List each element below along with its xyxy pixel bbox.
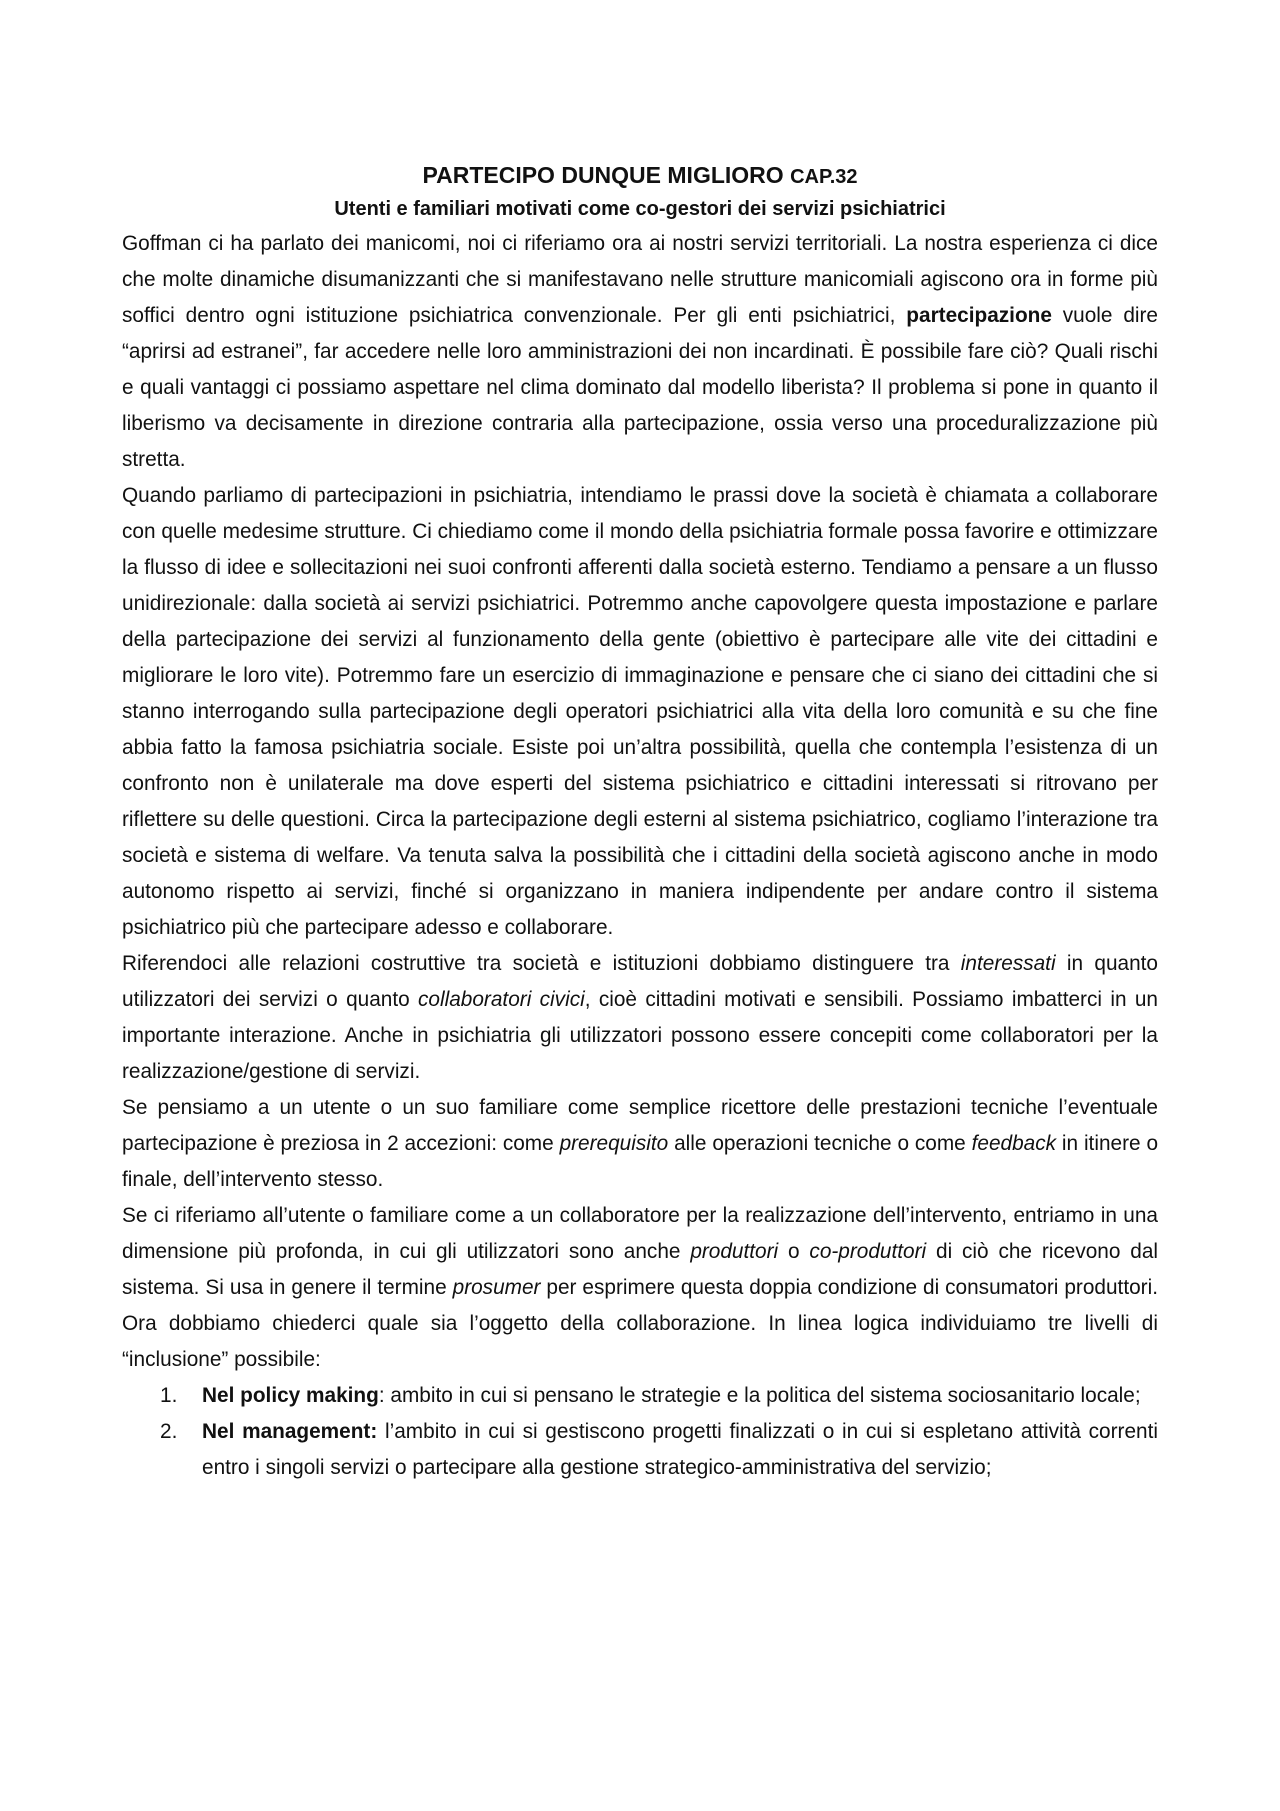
paragraph-3-text-e: , cioè cittadini motivati e sensibili. Possiamo imbatterci in un importante interazione. Anche in psichiatria gli utilizzatori possono essere concepiti come collaboratori per la realizzazione/gestione di servizi. [122, 988, 1158, 1083]
paragraph-5-italic-produttori: produttori [690, 1240, 779, 1263]
title-main: PARTECIPO DUNQUE MIGLIORO [422, 162, 784, 188]
paragraph-5-text-g: per esprimere questa doppia condizione di consumatori produttori. Ora dobbiamo chiederci quale sia l’oggetto della collaborazione. In linea logica individuiamo tre livelli di “inclusione” possibile: [122, 1276, 1158, 1371]
document-body [122, 158, 1158, 1486]
paragraph-5-text-e: di ciò che ricevono dal sistema. Si usa in genere il termine [122, 1240, 1159, 1299]
list-item [122, 1414, 1158, 1486]
paragraph-3-text-c: in quanto utilizzatori dei servizi o quanto [122, 952, 1159, 1011]
list-item-heading: Nel management: [202, 1420, 378, 1443]
paragraph-1-text-a: Goffman ci ha parlato dei manicomi, noi ci riferiamo ora ai nostri servizi territoriali. La nostra esperienza ci dice che molte dinamiche disumanizzanti che si manifestavano nelle strutture manicomiali agiscono ora in forme più soffici dentro ogni istituzione psichiatrica convenzionale. Per gli enti psichiatrici, [122, 232, 1158, 327]
list-item [122, 1378, 1158, 1414]
paragraph-4 [122, 1090, 1158, 1198]
paragraph-1-bold-term: partecipazione [906, 304, 1052, 327]
paragraph-4-text-a: Se pensiamo a un utente o un suo familiare come semplice ricettore delle prestazioni tecniche l’eventuale partecipazione è preziosa in 2 accezioni: come [122, 1096, 1158, 1155]
document-title [122, 158, 1158, 194]
paragraph-4-italic-feedback: feedback [971, 1132, 1057, 1155]
paragraph-3-italic-interessati: interessati [960, 952, 1056, 975]
paragraph-3 [122, 946, 1158, 1090]
paragraph-5 [122, 1198, 1158, 1378]
list-item-text: l’ambito in cui si gestiscono progetti finalizzati o in cui si espletano attività correnti entro i singoli servizi o partecipare alla gestione strategico-amministrativa del servizio; [202, 1420, 1158, 1479]
paragraph-3-text-a: Riferendoci alle relazioni costruttive tra società e istituzioni dobbiamo distinguere tra [122, 952, 961, 975]
list-item-number: 2. [160, 1420, 178, 1443]
paragraph-4-text-e: in itinere o finale, dell’intervento stesso. [122, 1132, 1159, 1191]
paragraph-4-italic-prerequisito: prerequisito [559, 1132, 669, 1155]
paragraph-5-text-c: o [778, 1240, 810, 1263]
document-subtitle: Utenti e familiari motivati come co-gestori dei servizi psichiatrici [334, 198, 946, 220]
paragraph-5-italic-prosumer: prosumer [452, 1276, 541, 1299]
paragraph-5-text-a: Se ci riferiamo all’utente o familiare come a un collaboratore per la realizzazione dell’intervento, entriamo in una dimensione più profonda, in cui gli utilizzatori sono anche [122, 1204, 1158, 1263]
list-item-text: : ambito in cui si pensano le strategie e la politica del sistema sociosanitario locale; [378, 1384, 1141, 1407]
inclusion-levels-list [122, 1378, 1158, 1486]
paragraph-2: Quando parliamo di partecipazioni in psichiatria, intendiamo le prassi dove la società è chiamata a collaborare con quelle medesime strutture. Ci chiediamo come il mondo della psichiatria formale possa favorire e ottimizzare la flusso di idee e sollecitazioni nei suoi confronti afferenti dalla società esterno. Tendiamo a pensare a un flusso unidirezionale: dalla società ai servizi psichiatrici. Potremmo anche capovolgere questa impostazione e parlare della partecipazione dei servizi al funzionamento della gente (obiettivo è partecipare alle vite dei cittadini e migliorare le loro vite). Potremmo fare un esercizio di immaginazione e pensare che ci siano dei cittadini che si stanno interrogando sulla partecipazione degli operatori psichiatrici alla vita della loro comunità e su che fine abbia fatto la famosa psichiatria sociale. Esiste poi un’altra possibilità, quella che contempla l’esistenza di un confronto non è unilaterale ma dove esperti del sistema psichiatrico e cittadini interessati si ritrovano per riflettere su delle questioni. Circa la partecipazione degli esterni al sistema psichiatrico, cogliamo l’interazione tra società e sistema di welfare. Va tenuta salva la possibilità che i cittadini della società agiscono anche in modo autonomo rispetto ai servizi, finché si organizzano in maniera indipendente per andare contro il sistema psichiatrico più che partecipare adesso e collaborare. [122, 484, 1158, 939]
paragraph-1-text-c: vuole dire “aprirsi ad estranei”, far accedere nelle loro amministrazioni dei non incardinati. È possibile fare ciò? Quali rischi e quali vantaggi ci possiamo aspettare nel clima dominato dal modello liberista? Il problema si pone in quanto il liberismo va decisamente in direzione contraria alla partecipazione, ossia verso una proceduralizzazione più stretta. [122, 304, 1158, 471]
title-chapter: CAP.32 [790, 166, 858, 188]
paragraph-3-italic-collaboratori: collaboratori civici [418, 988, 585, 1011]
paragraph-1 [122, 226, 1158, 478]
paragraph-4-text-c: alle operazioni tecniche o come [668, 1132, 972, 1155]
list-item-number: 1. [160, 1384, 178, 1407]
paragraph-5-italic-co-produttori: co-produttori [809, 1240, 927, 1263]
list-item-heading: Nel policy making [202, 1384, 379, 1407]
